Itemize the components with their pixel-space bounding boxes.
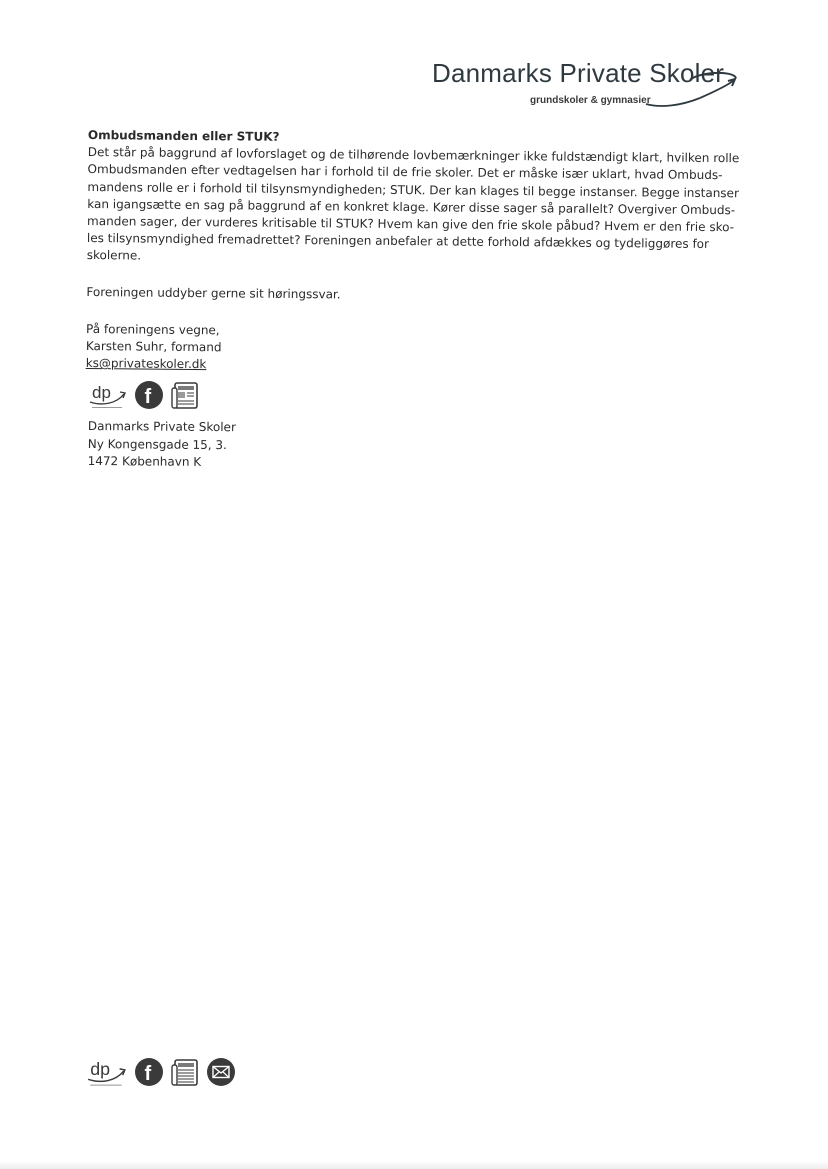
- signature-block: [86, 321, 736, 379]
- newsletter-icon[interactable]: [170, 380, 200, 410]
- mail-icon[interactable]: [206, 1057, 236, 1087]
- paragraph-line: kan igangsætte en sag på baggrund af en konkret klage. Kører disse sager så parallelt? Overgiver Ombuds-: [87, 196, 736, 218]
- dp-logo-icon[interactable]: [86, 1056, 128, 1088]
- org-logo: [428, 58, 738, 118]
- paragraph-line: Ombudsmanden efter vedtagelsen har i forhold til de frie skoler. Det er måske især uklart, hvad Ombuds-: [87, 162, 723, 183]
- social-icons-top: [88, 380, 200, 410]
- press-icon[interactable]: [170, 1057, 200, 1087]
- facebook-icon[interactable]: [134, 1057, 164, 1087]
- svg-text:f: f: [144, 386, 152, 408]
- paragraph-line: Det står på baggrund af lovforslaget og de tilhørende lovbemærkninger ikke fuldstændigt klart, hvilken rolle: [87, 145, 740, 166]
- address-city: 1472 København K: [87, 453, 202, 469]
- signature-name: Karsten Suhr, formand: [85, 339, 222, 355]
- svg-text:f: f: [144, 1063, 152, 1085]
- address-block: [88, 418, 236, 472]
- svg-text:dp: dp: [92, 383, 111, 402]
- signature-email-link[interactable]: ks@privateskoler.dk: [85, 356, 207, 372]
- social-icons-bottom: [86, 1056, 236, 1088]
- svg-text:dp: dp: [90, 1059, 111, 1080]
- address-org: Danmarks Private Skoler: [87, 418, 236, 435]
- closing-sentence: Foreningen uddyber gerne sit høringssvar.: [86, 284, 341, 302]
- section-paragraph: [87, 144, 738, 271]
- paragraph-line: mandens rolle er i forhold til tilsynsmyndigheden; STUK. Der kan klages til begge instanser. Begge instanser: [87, 179, 739, 200]
- paragraph-line: skolerne.: [86, 248, 142, 263]
- facebook-icon[interactable]: [134, 380, 164, 410]
- section-heading: Ombudsmanden eller STUK?: [87, 127, 280, 144]
- logo-tagline: grundskoler & gymnasier: [530, 95, 651, 106]
- signature-on-behalf: På foreningens vegne,: [85, 321, 220, 338]
- letter-body: [86, 127, 738, 379]
- paragraph-line: manden sager, der vurderes kritisable til STUK? Hvem kan give den frie skole påbud? Hvem er den frie sko-: [87, 214, 735, 235]
- page-bottom-edge: [0, 1161, 828, 1169]
- dp-logo-icon[interactable]: [88, 380, 128, 410]
- logo-org-name: Danmarks Private Skoler: [432, 58, 725, 88]
- address-street: Ny Kongensgade 15, 3.: [87, 436, 227, 452]
- logo-swash-icon: [428, 58, 738, 118]
- paragraph-line: les tilsynsmyndighed fremadrettet? Foreningen anbefaler at dette forhold afdækkes og tydeliggøres for: [86, 231, 710, 252]
